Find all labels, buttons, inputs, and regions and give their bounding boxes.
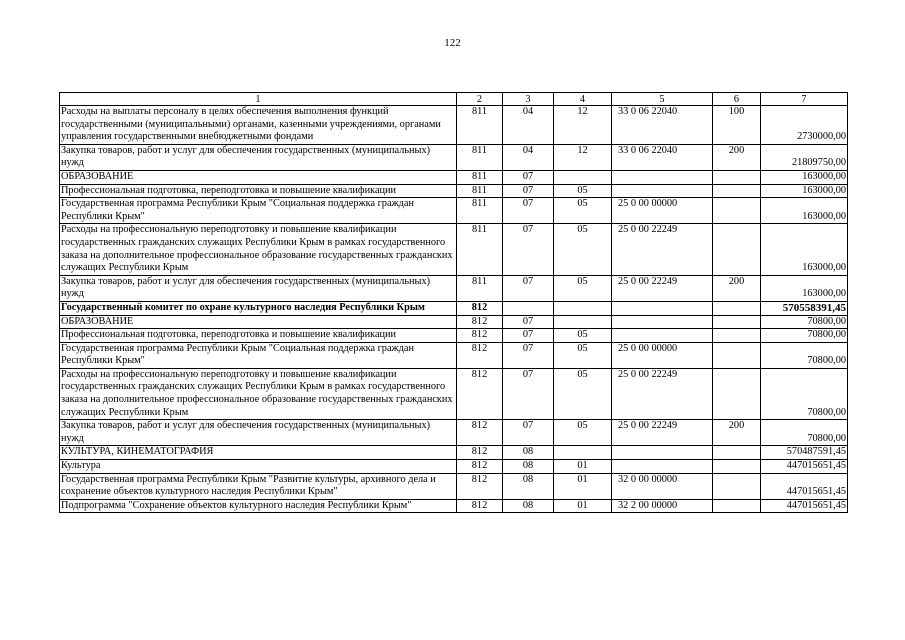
section-code: 07	[503, 420, 554, 446]
amount-cell: 163000,00	[761, 275, 848, 301]
subsection-code: 05	[554, 368, 612, 419]
section-code: 08	[503, 446, 554, 460]
row-description: Расходы на профессиональную переподготовку и повышение квалификации государственных гражданских служащих Республики Крым в рамках государственного заказа на дополнительное профессиональное образование государственных гражданских служащих Республики Крым	[60, 368, 457, 419]
row-description: Культура	[60, 460, 457, 474]
subsection-code: 01	[554, 473, 612, 499]
expense-type-code	[713, 198, 761, 224]
section-code: 07	[503, 224, 554, 275]
table-row	[60, 301, 848, 315]
section-code: 07	[503, 342, 554, 368]
amount-cell: 70800,00	[761, 329, 848, 343]
row-description: Государственная программа Республики Крым "Социальная поддержка граждан Республики Крым"	[60, 342, 457, 368]
subsection-code: 05	[554, 275, 612, 301]
row-description: Государственная программа Республики Крым "Развитие культуры, архивного дела и сохранение объектов культурного наследия Республики Крым"	[60, 473, 457, 499]
subsection-code: 12	[554, 144, 612, 170]
amount-cell: 447015651,45	[761, 473, 848, 499]
section-code	[503, 301, 554, 315]
column-header: 7	[761, 93, 848, 106]
section-code: 07	[503, 184, 554, 198]
row-description: Расходы на выплаты персоналу в целях обеспечения выполнения функций государственными (муниципальными) органами, казенными учреждениями, органами управления государственными внебюджетными фондами	[60, 106, 457, 145]
row-description: Закупка товаров, работ и услуг для обеспечения государственных (муниципальных) нужд	[60, 275, 457, 301]
row-description: Закупка товаров, работ и услуг для обеспечения государственных (муниципальных) нужд	[60, 144, 457, 170]
ministry-code: 812	[457, 460, 503, 474]
amount-cell: 163000,00	[761, 198, 848, 224]
subsection-code: 05	[554, 420, 612, 446]
subsection-code: 12	[554, 106, 612, 145]
subsection-code: 05	[554, 198, 612, 224]
table-row	[60, 473, 848, 499]
amount-cell: 447015651,45	[761, 499, 848, 513]
target-article-code: 25 0 00 00000	[612, 198, 713, 224]
expense-type-code	[713, 446, 761, 460]
amount-cell: 70800,00	[761, 420, 848, 446]
ministry-code: 812	[457, 342, 503, 368]
row-description: КУЛЬТУРА, КИНЕМАТОГРАФИЯ	[60, 446, 457, 460]
page-number: 122	[444, 37, 461, 49]
section-code: 08	[503, 473, 554, 499]
amount-cell: 163000,00	[761, 184, 848, 198]
section-code: 04	[503, 144, 554, 170]
ministry-code: 811	[457, 144, 503, 170]
row-description: Подпрограмма "Сохранение объектов культурного наследия Республики Крым"	[60, 499, 457, 513]
amount-cell: 163000,00	[761, 170, 848, 184]
row-description: ОБРАЗОВАНИЕ	[60, 315, 457, 329]
table-row	[60, 184, 848, 198]
target-article-code: 32 2 00 00000	[612, 499, 713, 513]
expense-type-code	[713, 473, 761, 499]
ministry-code: 812	[457, 473, 503, 499]
target-article-code: 25 0 00 00000	[612, 342, 713, 368]
amount-cell: 70800,00	[761, 315, 848, 329]
ministry-code: 812	[457, 329, 503, 343]
table-row	[60, 170, 848, 184]
row-description: Закупка товаров, работ и услуг для обеспечения государственных (муниципальных) нужд	[60, 420, 457, 446]
row-description: Профессиональная подготовка, переподготовка и повышение квалификации	[60, 184, 457, 198]
table-row	[60, 329, 848, 343]
column-header: 4	[554, 93, 612, 106]
subsection-code: 05	[554, 184, 612, 198]
expense-type-code	[713, 499, 761, 513]
column-header: 6	[713, 93, 761, 106]
table-row	[60, 198, 848, 224]
subsection-code	[554, 315, 612, 329]
row-description: Профессиональная подготовка, переподготовка и повышение квалификации	[60, 329, 457, 343]
section-code: 08	[503, 460, 554, 474]
target-article-code: 32 0 00 00000	[612, 473, 713, 499]
ministry-code: 812	[457, 420, 503, 446]
target-article-code	[612, 315, 713, 329]
ministry-code: 811	[457, 224, 503, 275]
expense-type-code: 200	[713, 420, 761, 446]
column-header: 5	[612, 93, 713, 106]
expense-type-code	[713, 184, 761, 198]
table-row	[60, 368, 848, 419]
table-row	[60, 275, 848, 301]
section-code: 04	[503, 106, 554, 145]
expense-type-code: 200	[713, 275, 761, 301]
table-row	[60, 106, 848, 145]
table-row	[60, 342, 848, 368]
ministry-code: 811	[457, 106, 503, 145]
amount-cell: 447015651,45	[761, 460, 848, 474]
column-header: 3	[503, 93, 554, 106]
ministry-code: 812	[457, 368, 503, 419]
table-row	[60, 144, 848, 170]
table-row	[60, 499, 848, 513]
section-code: 08	[503, 499, 554, 513]
subsection-code: 05	[554, 342, 612, 368]
target-article-code	[612, 184, 713, 198]
column-header: 1	[60, 93, 457, 106]
header-row	[60, 93, 848, 106]
section-code: 07	[503, 198, 554, 224]
target-article-code: 25 0 00 22249	[612, 224, 713, 275]
table-row	[60, 224, 848, 275]
subsection-code: 01	[554, 499, 612, 513]
expense-type-code	[713, 368, 761, 419]
ministry-code: 811	[457, 198, 503, 224]
expense-type-code	[713, 315, 761, 329]
subsection-code	[554, 301, 612, 315]
ministry-code: 811	[457, 170, 503, 184]
expense-type-code	[713, 460, 761, 474]
target-article-code: 33 0 06 22040	[612, 106, 713, 145]
row-description: ОБРАЗОВАНИЕ	[60, 170, 457, 184]
subsection-code: 05	[554, 224, 612, 275]
ministry-code: 812	[457, 446, 503, 460]
ministry-code: 811	[457, 275, 503, 301]
amount-cell: 21809750,00	[761, 144, 848, 170]
target-article-code: 25 0 00 22249	[612, 275, 713, 301]
amount-cell: 163000,00	[761, 224, 848, 275]
budget-table	[59, 92, 848, 513]
target-article-code: 33 0 06 22040	[612, 144, 713, 170]
table-row	[60, 446, 848, 460]
table-row	[60, 420, 848, 446]
subsection-code	[554, 446, 612, 460]
amount-cell: 70800,00	[761, 342, 848, 368]
section-code: 07	[503, 315, 554, 329]
section-code: 07	[503, 275, 554, 301]
amount-cell: 2730000,00	[761, 106, 848, 145]
amount-cell: 70800,00	[761, 368, 848, 419]
target-article-code	[612, 301, 713, 315]
amount-cell: 570487591,45	[761, 446, 848, 460]
target-article-code	[612, 460, 713, 474]
row-description: Расходы на профессиональную переподготовку и повышение квалификации государственных гражданских служащих Республики Крым в рамках государственного заказа на дополнительное профессиональное образование государственных гражданских служащих Республики Крым	[60, 224, 457, 275]
ministry-code: 812	[457, 301, 503, 315]
target-article-code	[612, 446, 713, 460]
target-article-code: 25 0 00 22249	[612, 368, 713, 419]
ministry-code: 812	[457, 315, 503, 329]
expense-type-code	[713, 301, 761, 315]
section-code: 07	[503, 170, 554, 184]
amount-cell: 570558391,45	[761, 301, 848, 315]
expense-type-code	[713, 170, 761, 184]
target-article-code	[612, 329, 713, 343]
ministry-code: 812	[457, 499, 503, 513]
target-article-code: 25 0 00 22249	[612, 420, 713, 446]
expense-type-code	[713, 224, 761, 275]
row-description: Государственный комитет по охране культурного наследия Республики Крым	[60, 301, 457, 315]
table-row	[60, 460, 848, 474]
subsection-code: 05	[554, 329, 612, 343]
column-header: 2	[457, 93, 503, 106]
expense-type-code	[713, 329, 761, 343]
expense-type-code: 100	[713, 106, 761, 145]
section-code: 07	[503, 368, 554, 419]
row-description: Государственная программа Республики Крым "Социальная поддержка граждан Республики Крым"	[60, 198, 457, 224]
section-code: 07	[503, 329, 554, 343]
ministry-code: 811	[457, 184, 503, 198]
expense-type-code	[713, 342, 761, 368]
expense-type-code: 200	[713, 144, 761, 170]
target-article-code	[612, 170, 713, 184]
subsection-code: 01	[554, 460, 612, 474]
table-row	[60, 315, 848, 329]
subsection-code	[554, 170, 612, 184]
